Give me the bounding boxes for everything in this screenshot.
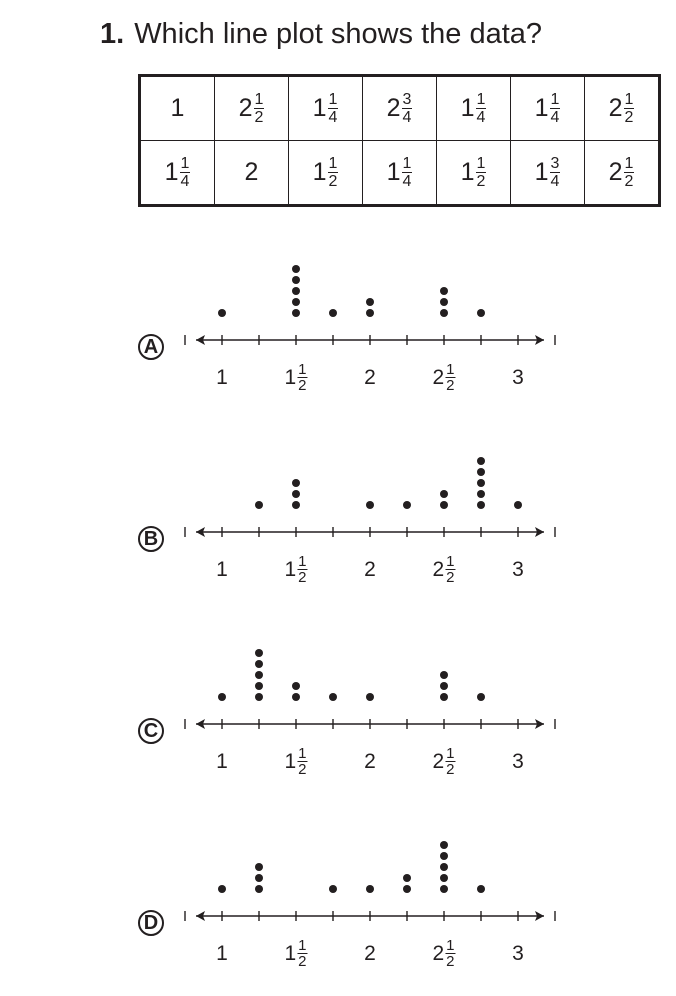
data-dot xyxy=(292,501,300,509)
tick-label xyxy=(284,746,307,777)
mixed-number xyxy=(609,91,635,126)
whole: 1 xyxy=(216,942,228,965)
table-cell xyxy=(511,141,585,206)
data-dot xyxy=(366,298,374,306)
whole: 1 xyxy=(312,94,327,122)
numerator: 1 xyxy=(476,155,486,172)
value xyxy=(171,94,185,123)
mixed-number xyxy=(239,91,265,126)
denominator: 2 xyxy=(624,109,634,126)
data-dot xyxy=(255,649,263,657)
tick-label xyxy=(364,366,376,390)
data-dot xyxy=(440,501,448,509)
tick-label xyxy=(284,554,307,585)
table-cell xyxy=(437,141,511,206)
whole: 3 xyxy=(512,558,524,581)
option-d-plot[interactable] xyxy=(0,806,676,976)
table-cell xyxy=(289,141,363,206)
data-dot xyxy=(440,298,448,306)
data-dot xyxy=(292,309,300,317)
data-dot xyxy=(440,863,448,871)
mixed-number xyxy=(535,91,561,126)
denominator: 2 xyxy=(298,953,307,970)
data-dot xyxy=(218,885,226,893)
data-dot xyxy=(255,693,263,701)
data-dot xyxy=(292,298,300,306)
fraction xyxy=(445,362,455,393)
whole: 2 xyxy=(364,750,376,773)
denominator: 2 xyxy=(298,569,307,586)
denominator: 2 xyxy=(624,173,634,190)
mixed-number xyxy=(313,155,339,190)
tick-label xyxy=(284,938,307,969)
fraction xyxy=(297,938,307,969)
line-plot-svg xyxy=(0,806,676,976)
table-cell xyxy=(437,76,511,141)
question-number: 1. xyxy=(100,18,125,50)
numerator: 1 xyxy=(446,937,455,954)
fraction xyxy=(624,155,635,190)
denominator: 4 xyxy=(328,109,338,126)
table-row xyxy=(140,76,660,141)
mixed-number xyxy=(165,155,191,190)
question-text: Which line plot shows the data? xyxy=(134,18,543,50)
data-dot xyxy=(477,309,485,317)
fraction xyxy=(445,746,455,777)
data-dot xyxy=(440,671,448,679)
option-c-plot[interactable] xyxy=(0,614,676,784)
numerator: 1 xyxy=(624,155,634,172)
whole: 3 xyxy=(512,366,524,389)
numerator: 3 xyxy=(550,155,560,172)
line-plot-svg xyxy=(0,230,676,400)
fraction xyxy=(180,155,191,190)
data-dot xyxy=(218,693,226,701)
data-dot xyxy=(440,885,448,893)
data-dot xyxy=(292,265,300,273)
tick-label xyxy=(432,554,455,585)
tick-label xyxy=(216,558,228,582)
whole: 1 xyxy=(534,158,549,186)
fraction xyxy=(445,554,455,585)
data-dot xyxy=(477,885,485,893)
tick-label xyxy=(216,942,228,966)
fraction xyxy=(550,155,561,190)
numerator: 1 xyxy=(446,361,455,378)
fraction xyxy=(297,554,307,585)
mixed-number xyxy=(461,155,487,190)
data-dot xyxy=(440,287,448,295)
data-dot xyxy=(255,671,263,679)
fraction xyxy=(297,362,307,393)
table-cell xyxy=(363,76,437,141)
denominator: 2 xyxy=(446,761,455,778)
whole: 2 xyxy=(364,366,376,389)
numerator: 1 xyxy=(446,553,455,570)
data-dot xyxy=(366,693,374,701)
table-row xyxy=(140,141,660,206)
numerator: 1 xyxy=(298,553,307,570)
data-dot xyxy=(440,490,448,498)
data-dot xyxy=(440,682,448,690)
whole: 3 xyxy=(512,750,524,773)
numerator: 1 xyxy=(476,91,486,108)
whole: 2 xyxy=(244,158,259,186)
whole: 2 xyxy=(608,158,623,186)
line-plot-svg xyxy=(0,614,676,784)
mixed-number xyxy=(313,91,339,126)
whole: 2 xyxy=(432,365,445,389)
tick-label xyxy=(284,362,307,393)
numerator: 3 xyxy=(402,91,412,108)
numerator: 1 xyxy=(298,745,307,762)
whole: 1 xyxy=(216,366,228,389)
option-a-badge[interactable]: A xyxy=(138,334,164,360)
data-dot xyxy=(440,874,448,882)
data-dot xyxy=(477,501,485,509)
numerator: 1 xyxy=(254,91,264,108)
data-dot xyxy=(292,479,300,487)
fraction xyxy=(402,91,413,126)
tick-label xyxy=(432,362,455,393)
numerator: 1 xyxy=(446,745,455,762)
option-c-badge[interactable]: C xyxy=(138,718,164,744)
table-cell xyxy=(140,141,215,206)
numerator: 1 xyxy=(402,155,412,172)
whole: 2 xyxy=(386,94,401,122)
tick-label xyxy=(364,750,376,774)
tick-label xyxy=(432,746,455,777)
data-dot xyxy=(366,309,374,317)
data-dot xyxy=(403,874,411,882)
tick-label xyxy=(512,558,524,582)
tick-label xyxy=(216,750,228,774)
mixed-number xyxy=(461,91,487,126)
whole: 2 xyxy=(432,941,445,965)
data-dot xyxy=(292,693,300,701)
tick-label xyxy=(512,750,524,774)
fraction xyxy=(476,155,487,190)
data-dot xyxy=(292,490,300,498)
tick-label xyxy=(512,942,524,966)
question xyxy=(100,14,542,54)
tick-label xyxy=(512,366,524,390)
table-cell xyxy=(215,141,289,206)
mixed-number xyxy=(387,155,413,190)
data-dot xyxy=(477,693,485,701)
tick-label xyxy=(364,942,376,966)
denominator: 2 xyxy=(328,173,338,190)
fraction xyxy=(254,91,265,126)
denominator: 4 xyxy=(180,173,190,190)
whole: 2 xyxy=(238,94,253,122)
data-dot xyxy=(292,682,300,690)
option-b-plot[interactable] xyxy=(0,422,676,592)
data-dot xyxy=(329,693,337,701)
fraction xyxy=(402,155,413,190)
whole: 1 xyxy=(284,749,297,773)
data-dot xyxy=(366,885,374,893)
whole: 1 xyxy=(312,158,327,186)
data-dot xyxy=(329,885,337,893)
data-dot xyxy=(292,287,300,295)
data-dot xyxy=(477,457,485,465)
data-dot xyxy=(477,479,485,487)
whole: 1 xyxy=(216,558,228,581)
option-a-plot[interactable] xyxy=(0,230,676,400)
data-dot xyxy=(440,852,448,860)
numerator: 1 xyxy=(328,91,338,108)
denominator: 4 xyxy=(550,109,560,126)
data-dot xyxy=(477,468,485,476)
whole: 2 xyxy=(364,942,376,965)
data-dot xyxy=(514,501,522,509)
whole: 1 xyxy=(284,557,297,581)
denominator: 4 xyxy=(476,109,486,126)
table-cell xyxy=(140,76,215,141)
numerator: 1 xyxy=(328,155,338,172)
denominator: 2 xyxy=(476,173,486,190)
tick-label xyxy=(216,366,228,390)
tick-label xyxy=(432,938,455,969)
denominator: 2 xyxy=(446,953,455,970)
fraction xyxy=(550,91,561,126)
numerator: 1 xyxy=(298,361,307,378)
data-dot xyxy=(255,874,263,882)
option-b-badge[interactable]: B xyxy=(138,526,164,552)
table-cell xyxy=(585,76,660,141)
table-cell xyxy=(215,76,289,141)
whole: 1 xyxy=(216,750,228,773)
numerator: 1 xyxy=(180,155,190,172)
data-dot xyxy=(403,501,411,509)
whole: 1 xyxy=(460,94,475,122)
whole: 2 xyxy=(608,94,623,122)
data-dot xyxy=(255,501,263,509)
whole: 1 xyxy=(460,158,475,186)
data-table xyxy=(138,74,661,207)
whole: 2 xyxy=(432,749,445,773)
table-cell xyxy=(289,76,363,141)
fraction xyxy=(328,91,339,126)
numerator: 1 xyxy=(624,91,634,108)
data-dot xyxy=(255,885,263,893)
whole: 1 xyxy=(164,158,179,186)
data-dot xyxy=(366,501,374,509)
data-dot xyxy=(255,863,263,871)
data-dot xyxy=(403,885,411,893)
whole: 3 xyxy=(512,942,524,965)
denominator: 2 xyxy=(298,377,307,394)
data-dot xyxy=(255,660,263,668)
whole: 2 xyxy=(364,558,376,581)
numerator: 1 xyxy=(298,937,307,954)
table-cell xyxy=(585,141,660,206)
fraction xyxy=(476,91,487,126)
table-cell xyxy=(363,141,437,206)
whole: 1 xyxy=(386,158,401,186)
fraction xyxy=(445,938,455,969)
line-plot-svg xyxy=(0,422,676,592)
data-dot xyxy=(218,309,226,317)
whole: 1 xyxy=(534,94,549,122)
data-dot xyxy=(255,682,263,690)
mixed-number xyxy=(535,155,561,190)
option-d-badge[interactable]: D xyxy=(138,910,164,936)
denominator: 2 xyxy=(446,377,455,394)
data-dot xyxy=(292,276,300,284)
fraction xyxy=(328,155,339,190)
mixed-number xyxy=(387,91,413,126)
mixed-number xyxy=(609,155,635,190)
denominator: 2 xyxy=(446,569,455,586)
denominator: 2 xyxy=(254,109,264,126)
fraction xyxy=(297,746,307,777)
whole: 1 xyxy=(170,94,185,122)
data-dot xyxy=(477,490,485,498)
whole: 1 xyxy=(284,365,297,389)
whole: 1 xyxy=(284,941,297,965)
numerator: 1 xyxy=(550,91,560,108)
denominator: 4 xyxy=(402,173,412,190)
data-dot xyxy=(440,309,448,317)
data-dot xyxy=(440,841,448,849)
data-dot xyxy=(329,309,337,317)
denominator: 4 xyxy=(550,173,560,190)
whole: 2 xyxy=(432,557,445,581)
denominator: 2 xyxy=(298,761,307,778)
value xyxy=(245,158,259,187)
table-cell xyxy=(511,76,585,141)
denominator: 4 xyxy=(402,109,412,126)
fraction xyxy=(624,91,635,126)
data-dot xyxy=(440,693,448,701)
tick-label xyxy=(364,558,376,582)
